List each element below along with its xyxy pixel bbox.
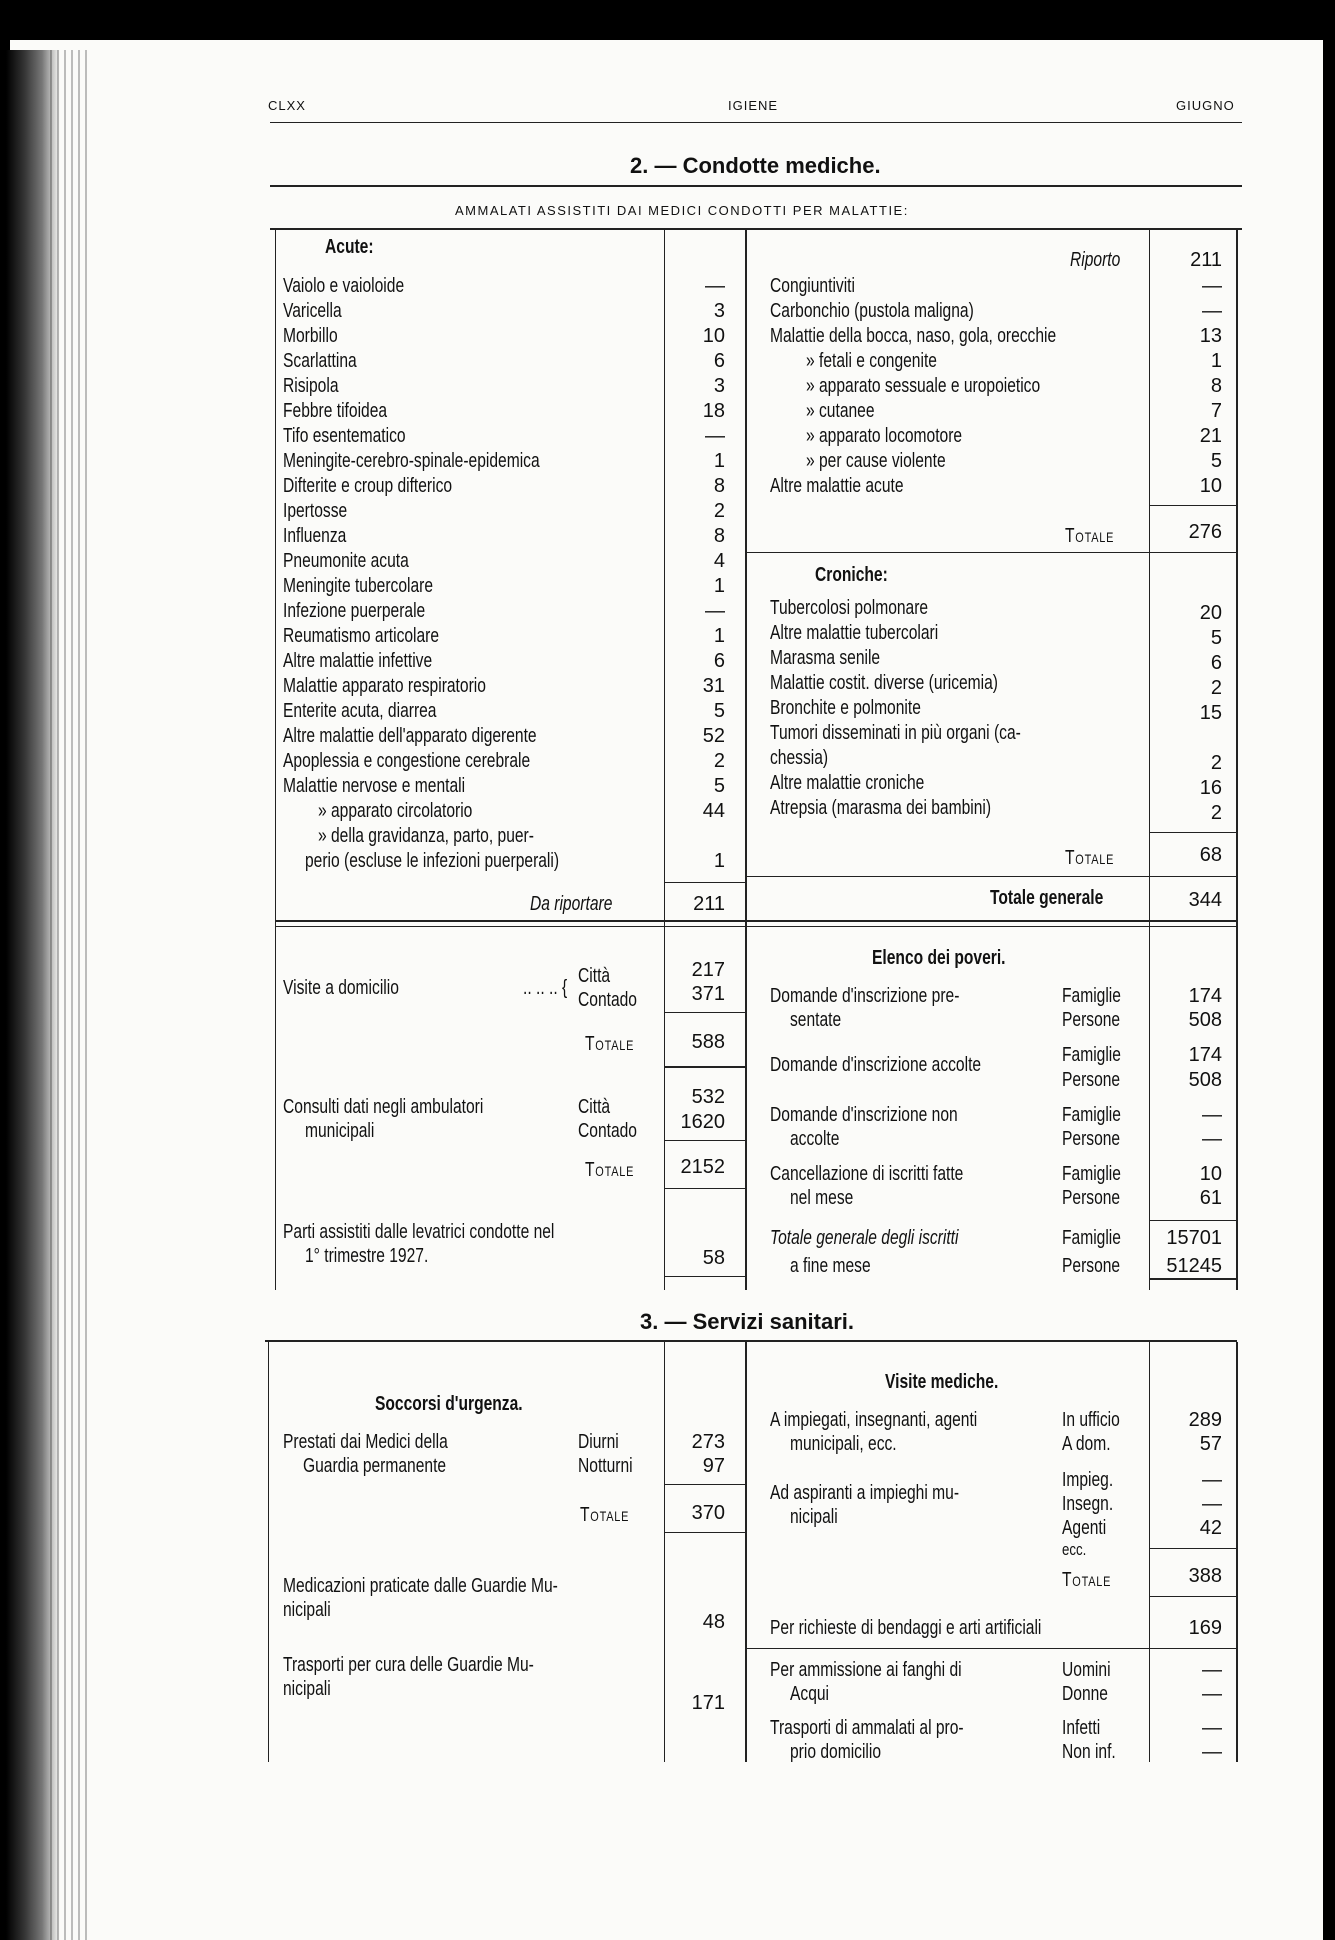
running-title: IGIENE	[728, 98, 779, 113]
list-item-label: Ipertosse	[283, 500, 348, 522]
list-item-value: 16	[1199, 777, 1222, 799]
list-item-label: Vaiolo e vaioloide	[283, 275, 405, 297]
list-item-label: Morbillo	[283, 325, 338, 347]
persone-label: Persone	[1062, 1128, 1121, 1150]
right-acute-totale-value: 276	[1188, 521, 1222, 543]
trasporti-ammalati-line2: prio domicilio	[790, 1741, 882, 1763]
list-item-value: 5	[1210, 450, 1222, 472]
list-item-label: » per cause violente	[806, 450, 946, 472]
a-dom-label: A dom.	[1062, 1433, 1111, 1455]
list-item-value: 5	[713, 775, 725, 797]
list-item-value: —	[705, 600, 725, 622]
consulti-contado-label: Contado	[578, 1120, 637, 1142]
uomini-label: Uomini	[1062, 1659, 1111, 1681]
list-item-value: 6	[713, 650, 725, 672]
list-item-label: » apparato locomotore	[806, 425, 963, 447]
list-item-value: 3	[713, 375, 725, 397]
poveri-heading: Elenco dei poveri.	[872, 947, 1006, 969]
list-item-label: Congiuntiviti	[770, 275, 855, 297]
donne-value: —	[1202, 1683, 1222, 1705]
medicazioni-line2: nicipali	[283, 1599, 331, 1621]
poveri-line1: Domande d'inscrizione non	[770, 1104, 958, 1126]
parti-line2: 1° trimestre 1927.	[305, 1245, 429, 1267]
persone-label: Persone	[1062, 1069, 1121, 1091]
totale-generale-label: Totale generale	[990, 887, 1104, 909]
riporto-value: 211	[1190, 249, 1222, 271]
list-item-value: 8	[713, 475, 725, 497]
persone-value: 61	[1199, 1187, 1222, 1209]
right-acute-totale-label: Totale	[1065, 525, 1115, 547]
diurni-value: 273	[691, 1431, 725, 1453]
visite-mediche-heading: Visite mediche.	[885, 1371, 999, 1393]
famiglie-label: Famiglie	[1062, 1227, 1121, 1249]
list-item-label: Varicella	[283, 300, 342, 322]
diurni-label: Diurni	[578, 1431, 619, 1453]
poveri-line2: nel mese	[790, 1187, 854, 1209]
trasporti-ammalati-line1: Trasporti di ammalati al pro-	[770, 1717, 964, 1739]
list-item-value: 18	[702, 400, 725, 422]
soccorsi-totale-label: Totale	[580, 1504, 630, 1526]
list-item-label: Carbonchio (pustola maligna)	[770, 300, 974, 322]
list-item-value: 1	[713, 575, 725, 597]
section-2-subtitle: AMMALATI ASSISTITI DAI MEDICI CONDOTTI PER MALATTIE:	[455, 203, 909, 218]
list-item-value: 31	[702, 675, 725, 697]
list-item-label: Altre malattie infettive	[283, 650, 433, 672]
in-ufficio-label: In ufficio	[1062, 1409, 1120, 1431]
persone-label: Persone	[1062, 1255, 1121, 1277]
acute-last-line1: » della gravidanza, parto, puer-	[318, 825, 534, 847]
list-item-label: Marasma senile	[770, 647, 881, 669]
list-item-value: 20	[1199, 602, 1222, 624]
acute-last-line2: perio (escluse le infezioni puerperali)	[305, 850, 560, 872]
list-item-value: 3	[713, 300, 725, 322]
famiglie-value: 174	[1188, 1044, 1222, 1066]
aspiranti-line2: nicipali	[790, 1506, 838, 1528]
visite-dots: .. .. .. {	[523, 977, 568, 999]
list-item-value: 4	[713, 550, 725, 572]
list-item-label: Influenza	[283, 525, 347, 547]
list-item-label: Scarlattina	[283, 350, 357, 372]
list-item-label: Tubercolosi polmonare	[770, 597, 929, 619]
list-item-label: Malattie della bocca, naso, gola, orecchie	[770, 325, 1057, 347]
famiglie-value: 15701	[1166, 1227, 1222, 1249]
acute-last-value: 1	[713, 850, 725, 872]
list-item-label: Malattie apparato respiratorio	[283, 675, 486, 697]
famiglie-value: 10	[1199, 1163, 1222, 1185]
poveri-line1: Domande d'inscrizione pre-	[770, 985, 960, 1007]
persone-value: 508	[1188, 1069, 1222, 1091]
poveri-line1: Cancellazione di iscritti fatte	[770, 1163, 964, 1185]
list-item-value: 10	[1199, 475, 1222, 497]
famiglie-label: Famiglie	[1062, 1163, 1121, 1185]
list-item-value: 5	[1210, 627, 1222, 649]
famiglie-label: Famiglie	[1062, 1104, 1121, 1126]
list-item-value: —	[1202, 275, 1222, 297]
list-item-label: chessia)	[770, 747, 829, 769]
in-ufficio-value: 289	[1188, 1409, 1222, 1431]
totale-generale-value: 344	[1188, 889, 1222, 911]
trasporti-line1: Trasporti per cura delle Guardie Mu-	[283, 1654, 534, 1676]
list-item-label: Enterite acuta, diarrea	[283, 700, 437, 722]
non-infetti-value: —	[1202, 1741, 1222, 1763]
persone-value: 508	[1188, 1009, 1222, 1031]
fanghi-line1: Per ammissione ai fanghi di	[770, 1659, 962, 1681]
prestati-line2: Guardia permanente	[303, 1455, 447, 1477]
list-item-label: Risipola	[283, 375, 339, 397]
list-item-label: Apoplessia e congestione cerebrale	[283, 750, 531, 772]
famiglie-label: Famiglie	[1062, 1044, 1121, 1066]
notturni-label: Notturni	[578, 1455, 633, 1477]
consulti-contado-value: 1620	[680, 1111, 725, 1133]
list-item-label: Reumatismo articolare	[283, 625, 440, 647]
uomini-value: —	[1202, 1659, 1222, 1681]
notturni-value: 97	[702, 1455, 725, 1477]
list-item-label: Febbre tifoidea	[283, 400, 388, 422]
list-item-value: 2	[713, 500, 725, 522]
list-item-value: —	[705, 275, 725, 297]
trasporti-value: 171	[691, 1692, 725, 1714]
a-dom-value: 57	[1199, 1433, 1222, 1455]
list-item-value: 52	[702, 725, 725, 747]
section-3-title: 3. — Servizi sanitari.	[640, 1309, 854, 1334]
croniche-totale-value: 68	[1199, 844, 1222, 866]
list-item-label: Tifo esentematico	[283, 425, 406, 447]
visite-contado-value: 371	[691, 983, 725, 1005]
persone-value: —	[1202, 1128, 1222, 1150]
list-item-label: » fetali e congenite	[806, 350, 937, 372]
list-item-label: Tumori disseminati in più organi (ca-	[770, 722, 1021, 744]
parti-line1: Parti assistiti dalle levatrici condotte nel	[283, 1221, 555, 1243]
list-item-value: 6	[1210, 652, 1222, 674]
acute-heading: Acute:	[325, 236, 374, 258]
list-item-value: 7	[1210, 400, 1222, 422]
list-item-label: Atrepsia (marasma dei bambini)	[770, 797, 992, 819]
list-item-label: » cutanee	[806, 400, 875, 422]
visite-contado-label: Contado	[578, 989, 637, 1011]
persone-value: 51245	[1166, 1255, 1222, 1277]
consulti-line1: Consulti dati negli ambulatori	[283, 1096, 484, 1118]
visite-totale-value: 588	[691, 1031, 725, 1053]
list-item-label: Altre malattie croniche	[770, 772, 925, 794]
list-item-label: Meningite tubercolare	[283, 575, 434, 597]
poveri-line1: Totale generale degli iscritti	[770, 1227, 959, 1249]
da-riportare-label: Da riportare	[530, 893, 613, 915]
visite-citta-label: Città	[578, 965, 611, 987]
non-infetti-label: Non inf.	[1062, 1741, 1116, 1763]
persone-label: Persone	[1062, 1187, 1121, 1209]
bendaggi-value: 169	[1188, 1617, 1222, 1639]
list-item-label: Infezione puerperale	[283, 600, 426, 622]
list-item-label: Pneumonite acuta	[283, 550, 409, 572]
list-item-value: 44	[702, 800, 725, 822]
list-item-value: 2	[1210, 802, 1222, 824]
fanghi-line2: Acqui	[790, 1683, 830, 1705]
donne-label: Donne	[1062, 1683, 1108, 1705]
impieg-label: Impieg.	[1062, 1469, 1114, 1491]
agenti-value: 42	[1199, 1517, 1222, 1539]
famiglie-label: Famiglie	[1062, 985, 1121, 1007]
soccorsi-heading: Soccorsi d'urgenza.	[375, 1393, 523, 1415]
list-item-value: 2	[713, 750, 725, 772]
impiegati-line1: A impiegati, insegnanti, agenti	[770, 1409, 978, 1431]
consulti-totale-value: 2152	[680, 1156, 725, 1178]
poveri-line2: sentate	[790, 1009, 842, 1031]
prestati-line1: Prestati dai Medici della	[283, 1431, 448, 1453]
list-item-value: 1	[713, 625, 725, 647]
list-item-value: 13	[1199, 325, 1222, 347]
list-item-label: Altre malattie tubercolari	[770, 622, 939, 644]
list-item-value: 2	[1210, 752, 1222, 774]
list-item-value: —	[1202, 300, 1222, 322]
parti-value: 58	[702, 1247, 725, 1269]
list-item-value: 1	[1210, 350, 1222, 372]
page-number: CLXX	[268, 98, 306, 113]
da-riportare-value: 211	[693, 893, 725, 915]
running-month: GIUGNO	[1176, 98, 1235, 113]
riporto-label: Riporto	[1070, 249, 1121, 271]
list-item-label: Bronchite e polmonite	[770, 697, 921, 719]
list-item-value: 15	[1199, 702, 1222, 724]
famiglie-value: —	[1202, 1104, 1222, 1126]
infetti-value: —	[1202, 1717, 1222, 1739]
list-item-value: 21	[1199, 425, 1222, 447]
visite-mediche-totale-label: Totale	[1062, 1569, 1112, 1591]
ecc-label: ecc.	[1062, 1540, 1087, 1559]
list-item-value: 1	[713, 450, 725, 472]
aspiranti-line1: Ad aspiranti a impieghi mu-	[770, 1482, 960, 1504]
consulti-line2: municipali	[305, 1120, 375, 1142]
visite-totale-label: Totale	[585, 1033, 635, 1055]
consulti-totale-label: Totale	[585, 1159, 635, 1181]
list-item-label: Meningite-cerebro-spinale-epidemica	[283, 450, 540, 472]
famiglie-value: 174	[1188, 985, 1222, 1007]
medicazioni-value: 48	[702, 1611, 725, 1633]
list-item-value: 8	[1210, 375, 1222, 397]
list-item-value: 2	[1210, 677, 1222, 699]
bendaggi-label: Per richieste di bendaggi e arti artificiali	[770, 1617, 1042, 1639]
list-item-label: Altre malattie dell'apparato digerente	[283, 725, 537, 747]
soccorsi-totale-value: 370	[691, 1502, 725, 1524]
list-item-value: —	[705, 425, 725, 447]
visite-label: Visite a domicilio	[283, 977, 399, 999]
visite-mediche-totale-value: 388	[1188, 1565, 1222, 1587]
list-item-value: 5	[713, 700, 725, 722]
impieg-value: —	[1202, 1469, 1222, 1491]
croniche-heading: Croniche:	[815, 564, 888, 586]
impiegati-line2: municipali, ecc.	[790, 1433, 897, 1455]
list-item-label: Malattie costit. diverse (uricemia)	[770, 672, 999, 694]
list-item-value: 10	[702, 325, 725, 347]
list-item-label: Difterite e croup difterico	[283, 475, 453, 497]
list-item-label: » apparato sessuale e uropoietico	[806, 375, 1041, 397]
trasporti-line2: nicipali	[283, 1678, 331, 1700]
list-item-label: Altre malattie acute	[770, 475, 904, 497]
consulti-citta-label: Città	[578, 1096, 611, 1118]
agenti-label: Agenti	[1062, 1517, 1107, 1539]
poveri-line2: a fine mese	[790, 1255, 871, 1277]
visite-citta-value: 217	[691, 959, 725, 981]
medicazioni-line1: Medicazioni praticate dalle Guardie Mu-	[283, 1575, 558, 1597]
insegn-value: —	[1202, 1493, 1222, 1515]
insegn-label: Insegn.	[1062, 1493, 1114, 1515]
poveri-line1: Domande d'inscrizione accolte	[770, 1054, 982, 1076]
croniche-totale-label: Totale	[1065, 847, 1115, 869]
section-2-title: 2. — Condotte mediche.	[630, 153, 881, 178]
poveri-line2: accolte	[790, 1128, 840, 1150]
list-item-label: Malattie nervose e mentali	[283, 775, 466, 797]
infetti-label: Infetti	[1062, 1717, 1101, 1739]
consulti-citta-value: 532	[691, 1086, 725, 1108]
list-item-value: 8	[713, 525, 725, 547]
list-item-label: » apparato circolatorio	[318, 800, 473, 822]
list-item-value: 6	[713, 350, 725, 372]
persone-label: Persone	[1062, 1009, 1121, 1031]
